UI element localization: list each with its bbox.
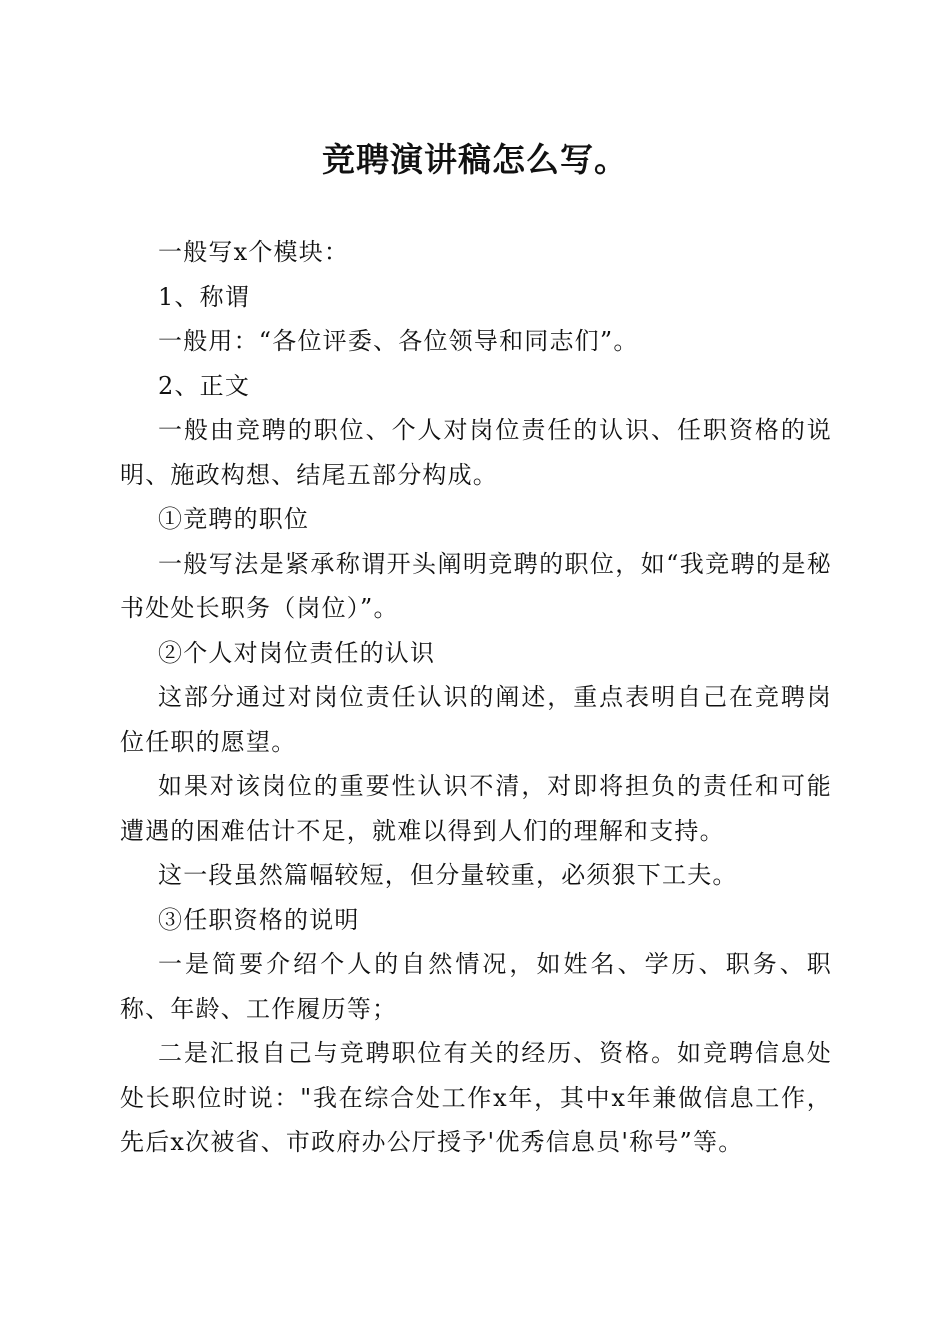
document-title: 竞聘演讲稿怎么写。: [322, 140, 628, 179]
paragraph-responsibility-2: 如果对该岗位的重要性认识不清，对即将担负的责任和可能遭遇的困难估计不足，就难以得到人们的理解和支持。: [120, 772, 832, 845]
document-body: [120, 230, 832, 1165]
paragraph-qualifications-2: 二是汇报自己与竞聘职位有关的经历、资格。如竞聘信息处处长职位时说："我在综合处工作x年，其中x年兼做信息工作，先后x次被省、市政府办公厅授予'优秀信息员'称号”等。: [120, 1039, 832, 1156]
subheading-responsibility: ②个人对岗位责任的认识: [158, 638, 436, 667]
paragraph-position: 一般写法是紧承称谓开头阐明竞聘的职位，如“我竞聘的是秘书处处长职务（岗位）”。: [120, 549, 832, 622]
paragraph-responsibility-1: 这部分通过对岗位责任认识的阐述，重点表明自己在竞聘岗位任职的愿望。: [120, 683, 832, 756]
heading-main-text: 2、正文: [158, 371, 251, 400]
paragraph-salutation: 一般用：“各位评委、各位领导和同志们”。: [158, 327, 639, 355]
paragraph-intro: 一般写x个模块：: [158, 238, 350, 266]
heading-salutation: 1、称谓: [158, 282, 251, 311]
subheading-position: ①竞聘的职位: [158, 505, 310, 533]
subheading-qualifications: ③任职资格的说明: [158, 905, 360, 934]
paragraph-qualifications-1: 一是简要介绍个人的自然情况，如姓名、学历、职务、职称、年龄、工作履历等；: [120, 950, 832, 1023]
paragraph-responsibility-3: 这一段虽然篇幅较短，但分量较重，必须狠下工夫。: [158, 861, 738, 889]
paragraph-main-text: 一般由竞聘的职位、个人对岗位责任的认识、任职资格的说明、施政构想、结尾五部分构成。: [120, 416, 832, 489]
